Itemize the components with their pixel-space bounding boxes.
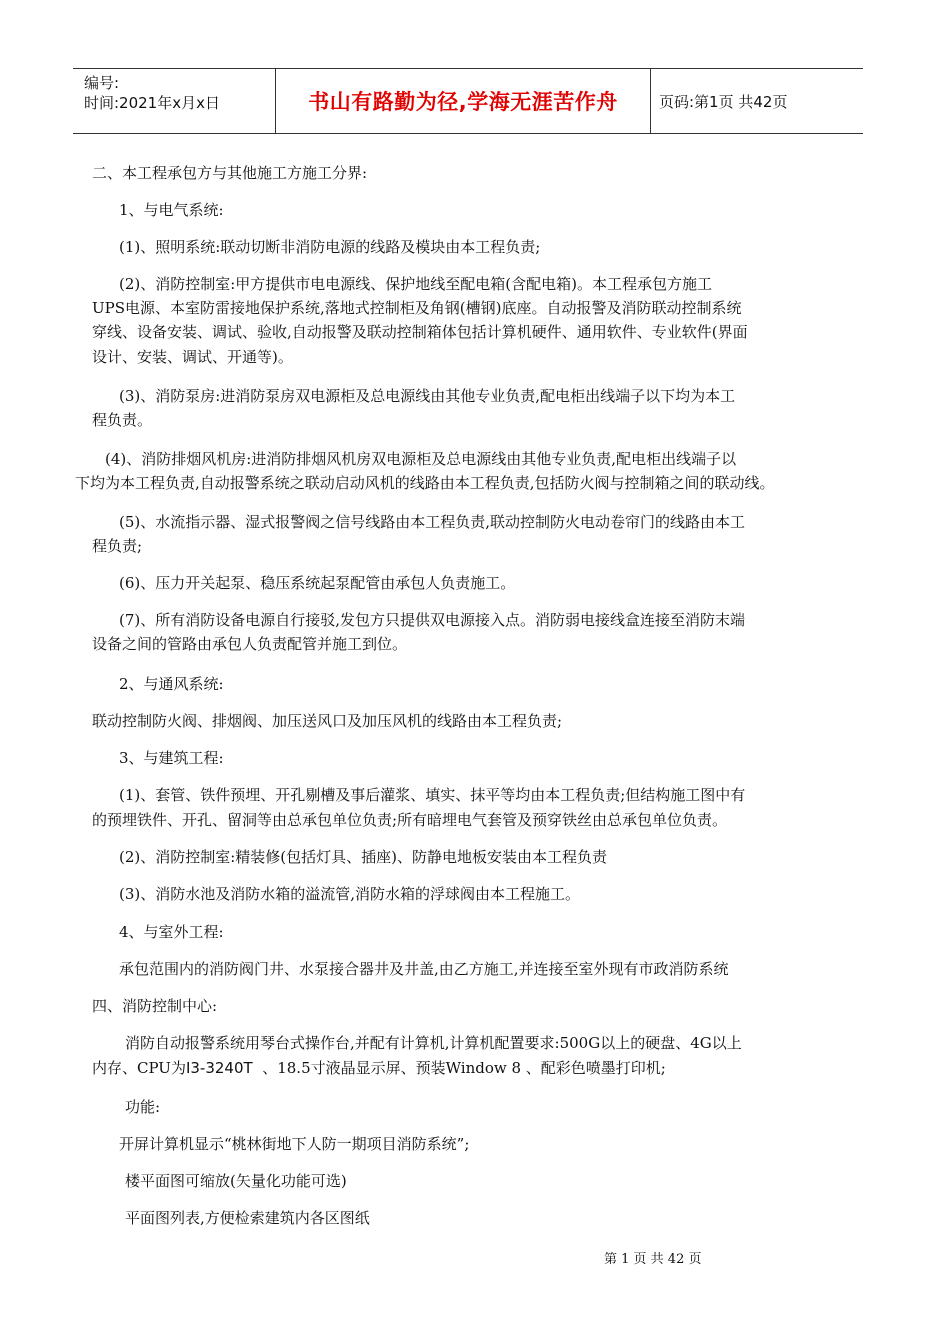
paragraph-line: (1)、套管、铁件预埋、开孔剔槽及事后灌浆、填实、抹平等均由本工程负责;但结构施工图中有 [119, 786, 746, 804]
header-page-label: 页码:第1页 共42页 [659, 92, 788, 111]
time-label: 时间:2021年x月x日 [84, 94, 220, 112]
paragraph-line: 联动控制防火阀、排烟阀、加压送风口及加压风机的线路由本工程负责; [92, 712, 563, 730]
paragraph-line: (3)、消防泵房:进消防泵房双电源柜及总电源线由其他专业负责,配电柜出线端子以下均为本工 [119, 387, 736, 405]
paragraph-line: 1、与电气系统: [119, 201, 224, 219]
paragraph-line [92, 1056, 666, 1080]
paragraph-line: 3、与建筑工程: [119, 749, 224, 767]
paragraph-line: UPS电源、本室防雷接地保护系统,落地式控制柜及角钢(槽钢)底座。自动报警及消防联动控制系统 [92, 299, 742, 317]
paragraph-line: (5)、水流指示器、湿式报警阀之信号线路由本工程负责,联动控制防火电动卷帘门的线路由本工 [119, 513, 746, 531]
paragraph-line: 下均为本工程负责,自动报警系统之联动启动风机的线路由本工程负责,包括防火阀与控制箱之间的联动线。 [75, 474, 775, 492]
paragraph-line: 设计、安装、调试、开通等)。 [92, 348, 293, 366]
paragraph-line: (2)、消防控制室:甲方提供市电电源线、保护地线至配电箱(含配电箱)。本工程承包方施工 [119, 275, 713, 293]
paragraph-line: 消防自动报警系统用琴台式操作台,并配有计算机,计算机配置要求:500G以上的硬盘、4G以上 [125, 1034, 742, 1052]
paragraph-line: (7)、所有消防设备电源自行接驳,发包方只提供双电源接入点。消防弱电接线盒连接至消防末端 [119, 611, 746, 629]
paragraph-line: 开屏计算机显示“桃林街地下人防一期项目消防系统”; [119, 1135, 470, 1153]
paragraph-line: 平面图列表,方便检索建筑内各区图纸 [125, 1209, 370, 1227]
paragraph-line: 功能: [125, 1098, 161, 1116]
cpu-text-suffix: 、18.5寸液晶显示屏、预装Window 8 、配彩色喷墨打印机; [262, 1059, 666, 1077]
paragraph-line: (4)、消防排烟风机房:进消防排烟风机房双电源柜及总电源线由其他专业负责,配电柜出线端子以 [105, 450, 737, 468]
page-footer: 第 1 页 共 42 页 [604, 1252, 702, 1267]
cpu-model: I3-3240T [185, 1059, 253, 1077]
paragraph-line: 程负责。 [92, 411, 153, 429]
paragraph-line: 程负责; [92, 537, 143, 555]
paragraph-line: 4、与室外工程: [119, 923, 224, 941]
paragraph-line: 承包范围内的消防阀门井、水泵接合器井及井盖,由乙方施工,并连接至室外现有市政消防系统 [119, 960, 729, 978]
paragraph-line: 四、消防控制中心: [92, 997, 218, 1015]
paragraph-line: 设备之间的管路由承包人负责配管并施工到位。 [92, 635, 408, 653]
paragraph-line: 穿线、设备安装、调试、验收,自动报警及联动控制箱体包括计算机硬件、通用软件、专业软件(界面 [92, 323, 748, 341]
paragraph-line: (6)、压力开关起泵、稳压系统起泵配管由承包人负责施工。 [119, 574, 516, 592]
paragraph-line: (1)、照明系统:联动切断非消防电源的线路及模块由本工程负责; [119, 238, 541, 256]
header-motto: 书山有路勤为径,学海无涯苦作舟 [276, 69, 651, 133]
paragraph-line: 楼平面图可缩放(矢量化功能可选) [125, 1172, 347, 1190]
paragraph-line: 2、与通风系统: [119, 675, 224, 693]
paragraph-line: 二、本工程承包方与其他施工方施工分界: [92, 164, 368, 182]
number-label: 编号: [84, 74, 120, 92]
paragraph-line: 的预埋铁件、开孔、留洞等由总承包单位负责;所有暗埋电气套管及预穿铁丝由总承包单位负责。 [92, 811, 728, 829]
paragraph-line: (2)、消防控制室:精装修(包括灯具、插座)、防静电地板安装由本工程负责 [119, 848, 608, 866]
paragraph-line: (3)、消防水池及消防水箱的溢流管,消防水箱的浮球阀由本工程施工。 [119, 885, 581, 903]
cpu-text-prefix: 内存、CPU为 [92, 1059, 186, 1077]
